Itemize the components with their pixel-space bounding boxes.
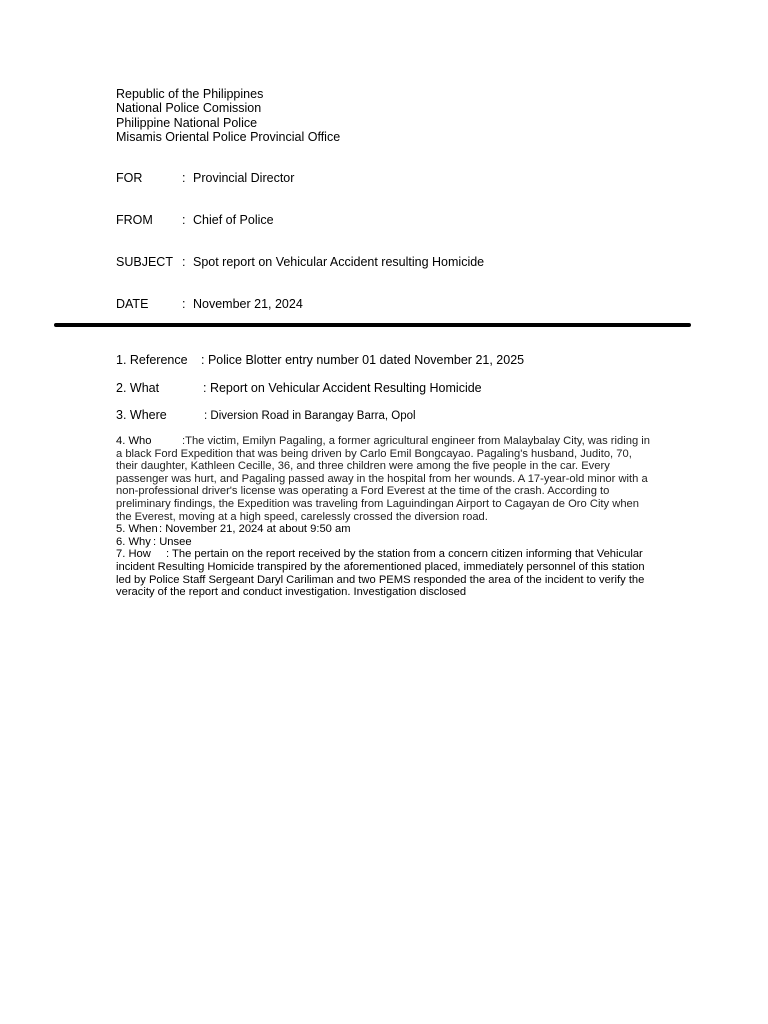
memo-for-label: FOR (116, 171, 143, 185)
memo-from-label: FROM (116, 213, 153, 227)
item-when-label: 5. When (116, 523, 158, 536)
item-why-paragraph (116, 536, 656, 549)
item-when-value: : November 21, 2024 at about 9:50 am (159, 523, 351, 536)
item-when-paragraph (116, 523, 656, 536)
report-body (116, 435, 656, 599)
item-who-label: 4. Who (116, 435, 152, 447)
letterhead-line-pnp: Philippine National Police (116, 115, 258, 130)
item-where-label: 3. Where (116, 408, 167, 422)
item-how-paragraph (116, 548, 656, 598)
memo-subject-colon: : (182, 255, 186, 269)
item-why-value: : Unsee (153, 535, 192, 548)
letterhead-line-napolcom: National Police Comission (116, 101, 262, 116)
letterhead (116, 87, 340, 144)
memo-date-colon: : (182, 297, 186, 311)
item-who-paragraph (116, 435, 656, 523)
item-why-label: 6. Why (116, 535, 151, 548)
memo-date-label: DATE (116, 297, 149, 311)
item-how-label: 7. How (116, 548, 151, 561)
memo-subject-value: Spot report on Vehicular Accident resulting Homicide (193, 255, 485, 269)
memo-for-value: Provincial Director (193, 171, 295, 185)
item-reference-value: : Police Blotter entry number 01 dated November 21, 2025 (201, 353, 525, 367)
item-reference-label: 1. Reference (116, 353, 188, 367)
item-how-value: : The pertain on the report received by the station from a concern citizen informing that Vehicular incident Resulting Homicide transpired by the aforementioned placed, immediately personnel of this station led by Police Staff Sergeant Daryl Cariliman and two PEMS responded the area of the incident to verify the veracity of the report and conduct investigation. Investigation disclosed (116, 548, 645, 599)
memo-for-colon: : (182, 171, 186, 185)
letterhead-line-republic: Republic of the Philippines (116, 87, 264, 101)
item-who-value: :The victim, Emilyn Pagaling, a former agricultural engineer from Malaybalay City, was riding in a black Ford Expedition that was being driven by Carlo Emil Bongcayao. Pagaling's husband, Judito, 70, their daughter, Kathleen Cecille, 36, and three children were among the five people in the car. Every passenger was hurt, and Pagaling passed away in the hospital from her wounds. A 17-year-old minor with a non-professional driver's license was operating a Ford Everest at the time of the crash. According to preliminary findings, the Expedition was traveling from Laguindingan Airport to Cagayan de Oro City when the Everest, moving at a high speed, carelessly crossed the diversion road. (116, 435, 650, 523)
horizontal-divider (54, 323, 691, 327)
item-where-value: : Diversion Road in Barangay Barra, Opol (204, 410, 416, 422)
item-what-value: : Report on Vehicular Accident Resulting Homicide (203, 381, 482, 395)
item-what-label: 2. What (116, 381, 160, 395)
memo-from-colon: : (182, 213, 186, 227)
memo-subject-label: SUBJECT (116, 255, 173, 269)
letterhead-line-provincial-office: Misamis Oriental Police Provincial Office (116, 129, 341, 144)
memo-from-value: Chief of Police (193, 213, 274, 227)
memo-date-value: November 21, 2024 (193, 297, 303, 311)
